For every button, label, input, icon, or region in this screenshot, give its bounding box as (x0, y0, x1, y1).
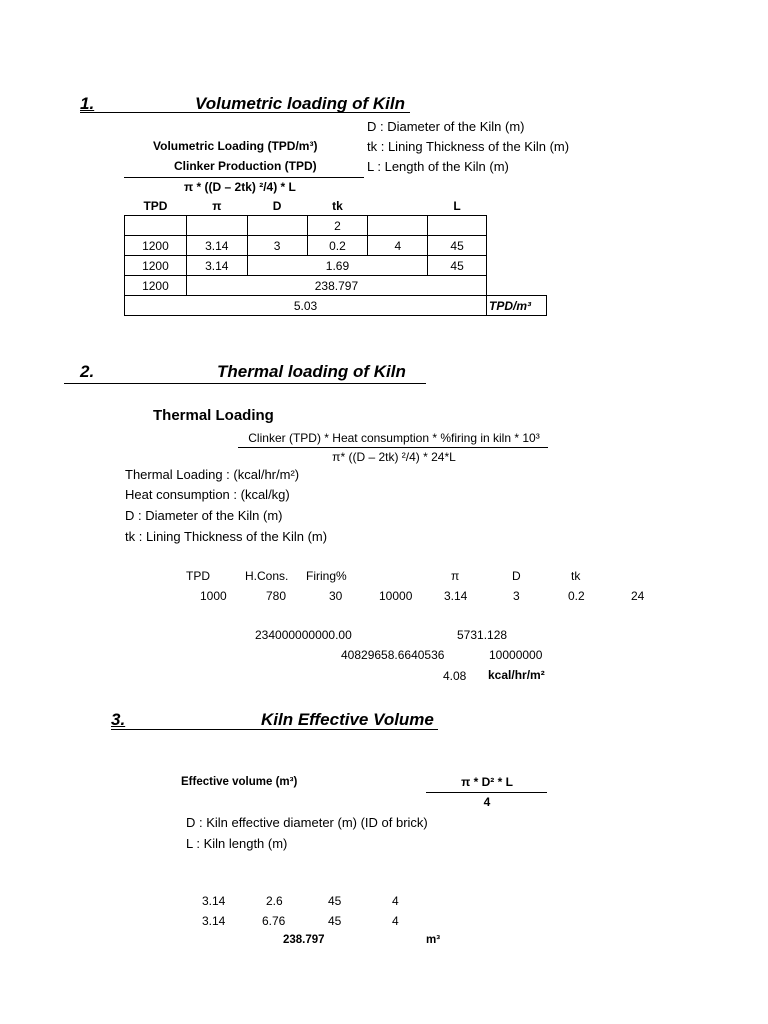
table-row (125, 236, 547, 256)
table-cell: 1200 (125, 236, 187, 256)
thermal-unit: kcal/hr/m² (488, 668, 545, 682)
section-1-title: Volumetric loading of Kiln (195, 94, 405, 113)
section-3-title: Kiln Effective Volume (261, 710, 434, 729)
legend-d-effective: D : Kiln effective diameter (m) (ID of brick) (186, 815, 428, 830)
section-2-title: Thermal loading of Kiln (217, 362, 406, 381)
table-cell: 45 (428, 256, 487, 276)
effective-volume-label: Effective volume (m³) (181, 776, 298, 788)
thermal-denominator: π* ((D – 2tk) ²/4) * 24*L (332, 450, 456, 464)
row1-four: 4 (392, 894, 399, 908)
thermal-fraction-bar (238, 447, 548, 448)
calc-intermediate-a: 40829658.6640536 (341, 648, 445, 662)
section-1-title-underline (80, 112, 410, 113)
row2-four: 4 (392, 914, 399, 928)
volumetric-result: 5.03 (125, 296, 487, 316)
table-header (368, 196, 428, 216)
value-pi: 3.14 (444, 589, 468, 603)
value-d: 3 (513, 589, 520, 603)
col-header-tpd: TPD (186, 569, 210, 583)
table-cell: 3.14 (186, 236, 247, 256)
value-tpd: 1000 (200, 589, 227, 603)
row1-pi: 3.14 (202, 894, 226, 908)
table-row (125, 256, 547, 276)
table-cell: 4 (368, 236, 428, 256)
row2-pi: 3.14 (202, 914, 226, 928)
value-hcons: 780 (266, 589, 287, 603)
section-3-number: 3. (111, 710, 126, 729)
table-cell: 1200 (125, 256, 187, 276)
col-header-pi: π (451, 569, 460, 583)
col-header-firing: Firing% (306, 569, 347, 583)
table-header: tk (332, 198, 343, 213)
volumetric-unit: TPD/m³ (487, 296, 547, 316)
table-cell: 1200 (125, 276, 187, 296)
table-cell: 2 (307, 216, 368, 236)
volumetric-loading-label: Volumetric Loading (TPD/m³) (153, 139, 318, 153)
col-header-d: D (512, 569, 521, 583)
effective-denominator: 4 (483, 795, 491, 809)
row2-d-squared: 6.76 (262, 914, 286, 928)
row2-l: 45 (328, 914, 342, 928)
table-header-row (125, 196, 547, 216)
thermal-numerator: Clinker (TPD) * Heat consumption * %firing in kiln * 10³ (248, 431, 540, 445)
table-row (125, 276, 547, 296)
row1-l: 45 (328, 894, 342, 908)
col-header-hcons: H.Cons. (245, 569, 289, 583)
table-cell: 3.14 (186, 256, 247, 276)
legend-tk: tk : Lining Thickness of the Kiln (m) (367, 139, 570, 154)
effective-volume-result: 238.797 (283, 934, 325, 946)
value-ten-thousand: 10000 (379, 589, 413, 603)
table-header: L (453, 198, 461, 213)
table-cell: 238.797 (186, 276, 486, 296)
legend-d: D : Diameter of the Kiln (m) (125, 508, 283, 523)
volumetric-table (124, 196, 547, 316)
col-header-tk: tk (571, 569, 581, 583)
fraction-bar (124, 177, 364, 178)
calc-numerator: 234000000000.00 (255, 628, 352, 642)
value-firing: 30 (329, 589, 343, 603)
effective-volume-unit: m³ (426, 934, 441, 946)
thermal-result: 4.08 (443, 669, 467, 683)
table-header: D (272, 198, 282, 213)
effective-fraction-bar (426, 792, 547, 793)
table-header: π (212, 198, 222, 213)
effective-numerator: π * D² * L (461, 775, 513, 789)
calc-denominator: 5731.128 (457, 628, 508, 642)
section-3-title-underline (111, 729, 438, 730)
calc-intermediate-b: 10000000 (489, 648, 543, 662)
table-cell: 0.2 (307, 236, 368, 256)
table-cell: 3 (247, 236, 307, 256)
value-twenty-four: 24 (631, 589, 645, 603)
table-row (125, 216, 547, 236)
section-2-number: 2. (80, 362, 95, 381)
table-header: TPD (143, 198, 168, 213)
legend-l-length: L : Kiln length (m) (186, 836, 288, 851)
legend-tk: tk : Lining Thickness of the Kiln (m) (125, 529, 328, 544)
table-cell: 1.69 (247, 256, 427, 276)
thermal-loading-heading: Thermal Loading (153, 407, 274, 424)
section-1-number: 1. (80, 94, 95, 113)
legend-d: D : Diameter of the Kiln (m) (367, 119, 525, 134)
value-tk: 0.2 (568, 589, 585, 603)
table-result-row (125, 296, 547, 316)
legend-l: L : Length of the Kiln (m) (367, 159, 509, 174)
formula-denominator: π * ((D – 2tk) ²/4) * L (184, 180, 296, 194)
row1-d: 2.6 (266, 894, 283, 908)
formula-numerator: Clinker Production (TPD) (174, 159, 317, 173)
legend-thermal-loading: Thermal Loading : (kcal/hr/m²) (125, 467, 300, 482)
table-cell: 45 (428, 236, 487, 256)
section-2-title-underline (64, 383, 426, 384)
legend-heat-consumption: Heat consumption : (kcal/kg) (125, 487, 290, 502)
